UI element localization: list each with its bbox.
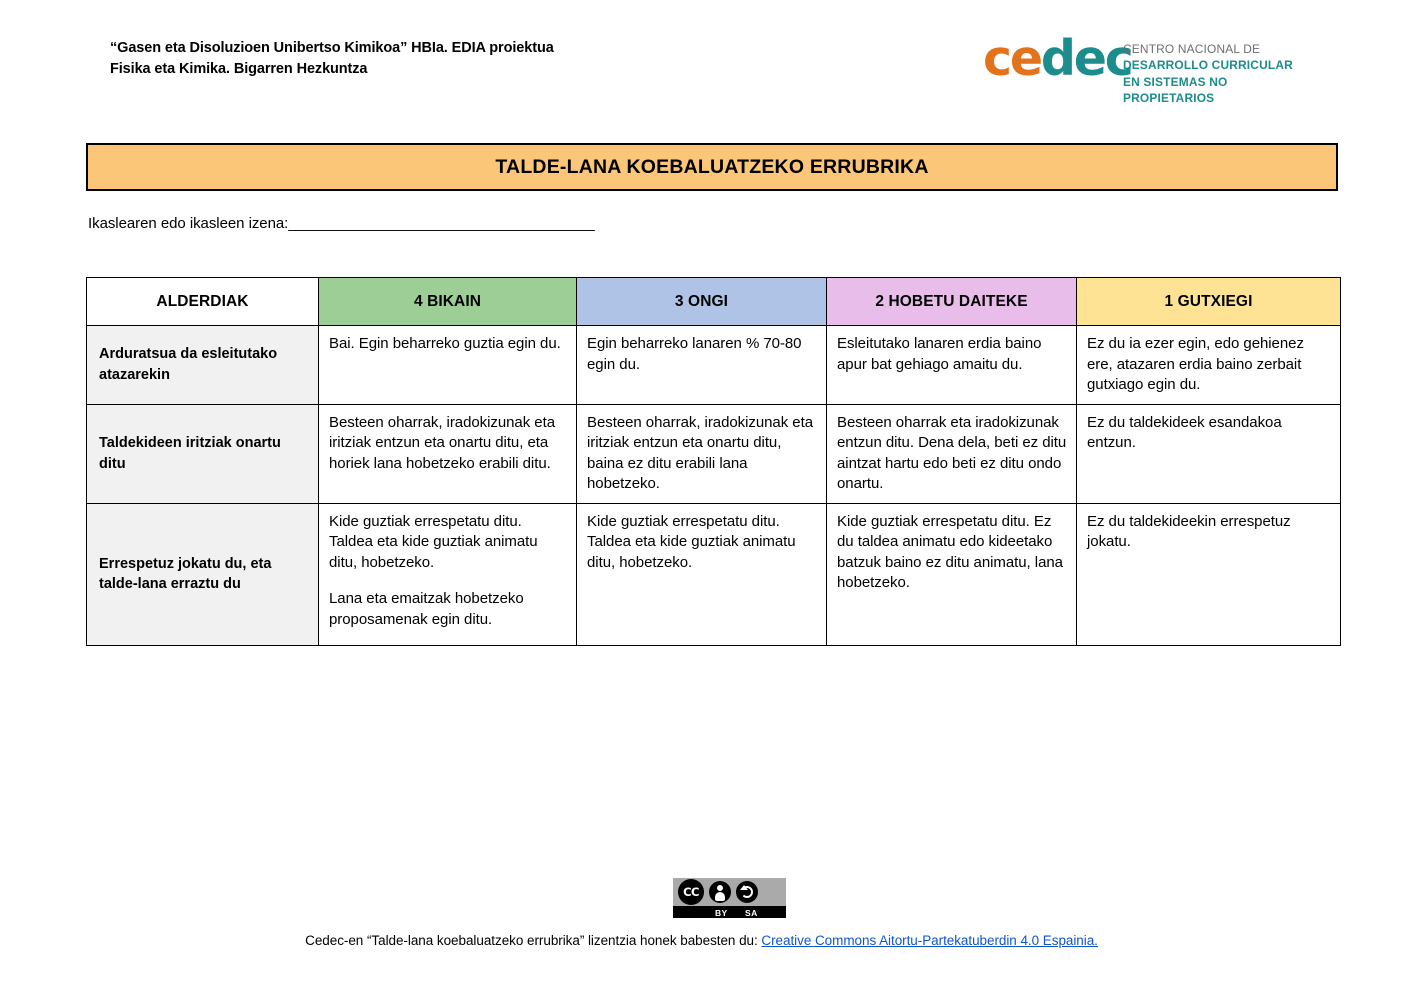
cc-sa-label: SA <box>745 907 758 918</box>
criterion-paragraph: Ez du taldekideek esandakoa entzun. <box>1087 413 1282 452</box>
column-header-level-3: 3 ONGI <box>577 278 827 326</box>
rubric-title: TALDE-LANA KOEBALUATZEKO ERRUBRIKA <box>495 155 929 178</box>
cedec-logo <box>983 30 1303 106</box>
cc-logo-icon: CC <box>678 879 704 905</box>
criterion-cell-level-1 <box>1077 326 1341 405</box>
criterion-paragraph: Ez du taldekideekin errespetuz jokatu. <box>1087 512 1291 551</box>
criterion-paragraph: Lana eta emaitzak hobetzeko proposamenak egin ditu. <box>329 590 524 628</box>
criterion-paragraph: Besteen oharrak, iradokizunak eta iritziak entzun eta onartu ditu, eta horiek lana hobetzeko erabili ditu. <box>329 413 555 472</box>
cedec-tagline-line-3: EN SISTEMAS NO PROPIETARIOS <box>1123 74 1228 106</box>
table-header-row <box>87 278 1341 326</box>
criterion-paragraph: Egin beharreko lanaren % 70-80 egin du. <box>587 335 802 373</box>
cedec-tagline <box>1123 41 1296 107</box>
cc-sa-share-alike-icon <box>736 881 758 903</box>
cc-badge-labels <box>673 906 786 918</box>
column-header-aspects: ALDERDIAK <box>87 278 319 326</box>
cc-by-label: BY <box>715 907 728 918</box>
criterion-cell-level-3 <box>577 326 827 405</box>
column-header-level-1: 1 GUTXIEGI <box>1077 278 1341 326</box>
student-name-line <box>88 215 594 232</box>
cc-badge-icons <box>673 878 786 906</box>
cc-by-person-icon <box>709 881 731 903</box>
criterion-paragraph: Kide guztiak errespetatu ditu. Taldea eta kide guztiak animatu ditu, hobetzeko. <box>587 512 796 571</box>
cedec-wordmark-orange: ce <box>983 30 1041 87</box>
aspect-label: Arduratsua da esleitutako atazarekin <box>87 326 319 405</box>
document-subject-line-1: “Gasen eta Disoluzioen Unibertso Kimikoa” HBIa. EDIA proiektua <box>110 40 554 56</box>
cedec-tagline-line-1: CENTRO NACIONAL DE <box>1123 42 1261 56</box>
column-header-level-2: 2 HOBETU DAITEKE <box>827 278 1077 326</box>
rubric-table <box>86 277 1341 646</box>
cedec-tagline-line-2: DESARROLLO CURRICULAR <box>1123 58 1293 73</box>
criterion-paragraph: Besteen oharrak eta iradokizunak entzun ditu. Dena dela, beti ez ditu aintzat hartu edo beti ez ditu ondo onartu. <box>837 413 1067 493</box>
criterion-cell-level-4 <box>319 503 577 645</box>
aspect-label: Taldekideen iritziak onartu ditu <box>87 404 319 503</box>
rubric-title-bar <box>86 143 1338 191</box>
page-header <box>0 30 1403 105</box>
criterion-paragraph: Esleitutako lanaren erdia baino apur bat gehiago amaitu du. <box>837 335 1042 373</box>
criterion-paragraph: Kide guztiak errespetatu ditu. Taldea eta kide guztiak animatu ditu, hobetzeko. <box>329 512 538 571</box>
criterion-cell-level-2 <box>827 404 1077 503</box>
document-subject <box>110 38 554 80</box>
criterion-paragraph: Bai. Egin beharreko guztia egin du. <box>329 335 561 352</box>
criterion-cell-level-4 <box>319 326 577 405</box>
creative-commons-badge-icon[interactable] <box>673 878 786 918</box>
aspect-label: Errespetuz jokatu du, eta talde-lana erraztu du <box>87 503 319 645</box>
criterion-paragraph: Kide guztiak errespetatu ditu. Ez du taldea animatu edo kideetako batzuk baino ez ditu animatu, lana hobetzeko. <box>837 512 1063 592</box>
license-notice <box>0 933 1403 948</box>
criterion-cell-level-1 <box>1077 503 1341 645</box>
criterion-cell-level-2 <box>827 326 1077 405</box>
table-row <box>87 404 1341 503</box>
student-name-label: Ikaslearen edo ikasleen izena: <box>88 215 289 232</box>
cedec-wordmark <box>983 30 1132 87</box>
criterion-cell-level-4 <box>319 404 577 503</box>
document-subject-line-2: Fisika eta Kimika. Bigarren Hezkuntza <box>110 61 368 78</box>
criterion-paragraph: Ez du ia ezer egin, edo gehienez ere, atazaren erdia baino zerbait gutxiago egin du. <box>1087 335 1304 394</box>
license-link[interactable]: Creative Commons Aitortu-Partekatuberdin 4.0 Espainia. <box>761 933 1098 948</box>
student-name-blank[interactable]: _______________________________________ <box>288 215 595 232</box>
criterion-cell-level-3 <box>577 503 827 645</box>
criterion-cell-level-3 <box>577 404 827 503</box>
criterion-paragraph: Besteen oharrak, iradokizunak eta iritziak entzun eta onartu ditu, baina ez ditu erabili lana hobetzeko. <box>587 413 813 493</box>
criterion-cell-level-2 <box>827 503 1077 645</box>
criterion-cell-level-1 <box>1077 404 1341 503</box>
cedec-wordmark-teal: dec <box>1040 30 1132 87</box>
table-row <box>87 503 1341 645</box>
table-row <box>87 326 1341 405</box>
license-notice-text: Cedec-en “Talde-lana koebaluatzeko errubrika” lizentzia honek babesten du: <box>305 933 762 948</box>
column-header-level-4: 4 BIKAIN <box>319 278 577 326</box>
